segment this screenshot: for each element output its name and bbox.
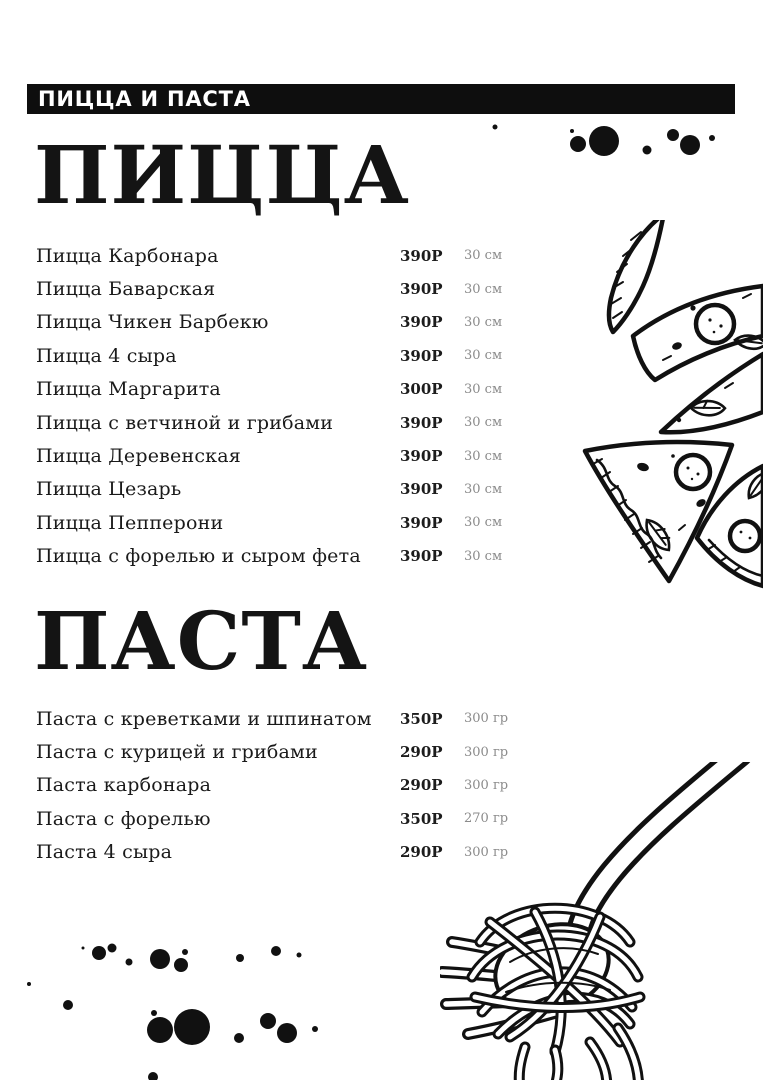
ink-splatter-bottom <box>25 940 335 1080</box>
menu-item-size: 300 гр <box>464 711 509 727</box>
section-title-pasta: ПАСТА <box>34 594 369 688</box>
menu-item-row <box>36 339 540 372</box>
menu-item-size: 30 см <box>464 281 503 297</box>
menu-item-price: 390Р <box>400 246 443 265</box>
menu-item-name: Паста с курицей и грибами <box>36 741 318 764</box>
menu-item-row <box>36 306 540 339</box>
menu-item-size: 270 гр <box>464 811 509 827</box>
menu-item-name: Пицца Карбонара <box>36 244 219 267</box>
menu-item-size: 30 см <box>464 548 503 564</box>
menu-item-row <box>36 373 540 406</box>
menu-item-size: 300 гр <box>464 744 509 760</box>
menu-item-name: Пицца Цезарь <box>36 478 182 501</box>
menu-item-price: 290Р <box>400 776 443 795</box>
ink-splatter-top <box>455 115 745 165</box>
menu-item-price: 390Р <box>400 480 443 499</box>
menu-item-price: 300Р <box>400 380 443 399</box>
menu-item-name: Пицца Маргарита <box>36 378 221 401</box>
menu-item-price: 350Р <box>400 709 443 728</box>
menu-item-size: 30 см <box>464 248 503 264</box>
menu-item-row <box>36 406 540 439</box>
menu-item-name: Пицца 4 сыра <box>36 344 177 367</box>
menu-item-row <box>36 540 540 573</box>
menu-item-row <box>36 802 540 835</box>
menu-item-price: 390Р <box>400 280 443 299</box>
menu-item-size: 300 гр <box>464 844 509 860</box>
menu-item-price: 390Р <box>400 346 443 365</box>
menu-item-price: 390Р <box>400 413 443 432</box>
menu-item-price: 390Р <box>400 447 443 466</box>
menu-item-price: 390Р <box>400 313 443 332</box>
menu-item-size: 30 см <box>464 448 503 464</box>
menu-item-name: Паста с форелью <box>36 807 211 830</box>
menu-item-size: 30 см <box>464 515 503 531</box>
menu-item-size: 30 см <box>464 348 503 364</box>
menu-item-name: Пицца с ветчиной и грибами <box>36 411 334 434</box>
menu-item-row <box>36 702 540 735</box>
menu-item-name: Пицца Чикен Барбекю <box>36 311 269 334</box>
pasta-menu-list <box>36 702 540 869</box>
menu-item-price: 390Р <box>400 513 443 532</box>
menu-item-size: 300 гр <box>464 777 509 793</box>
menu-item-name: Пицца с форелью и сыром фета <box>36 545 361 568</box>
menu-item-row <box>36 272 540 305</box>
menu-item-size: 30 см <box>464 381 503 397</box>
menu-item-row <box>36 506 540 539</box>
menu-item-name: Пицца Баварская <box>36 278 216 301</box>
menu-item-row <box>36 769 540 802</box>
menu-item-row <box>36 836 540 869</box>
menu-item-size: 30 см <box>464 481 503 497</box>
menu-item-name: Паста карбонара <box>36 774 212 797</box>
menu-item-size: 30 см <box>464 314 503 330</box>
header-title: ПИЦЦА И ПАСТА <box>38 86 251 111</box>
menu-item-row <box>36 239 540 272</box>
menu-item-row <box>36 439 540 472</box>
menu-item-name: Паста 4 сыра <box>36 841 173 864</box>
menu-item-row <box>36 735 540 768</box>
menu-item-name: Паста с креветками и шпинатом <box>36 707 372 730</box>
menu-item-price: 390Р <box>400 547 443 566</box>
pizza-menu-list <box>36 239 540 573</box>
menu-item-name: Пицца Деревенская <box>36 445 241 468</box>
menu-item-name: Пицца Пепперони <box>36 511 224 534</box>
menu-item-price: 290Р <box>400 743 443 762</box>
menu-item-price: 350Р <box>400 809 443 828</box>
header-bar <box>27 84 735 114</box>
pizza-illustration <box>575 220 763 622</box>
section-title-pizza: ПИЦЦА <box>34 128 410 222</box>
menu-item-size: 30 см <box>464 415 503 431</box>
menu-item-price: 290Р <box>400 843 443 862</box>
menu-item-row <box>36 473 540 506</box>
